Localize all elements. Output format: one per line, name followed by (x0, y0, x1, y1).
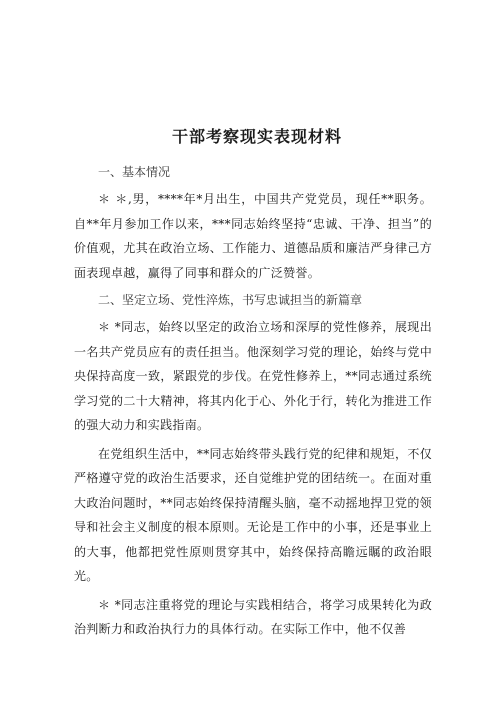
paragraph-basic-info: ＊ ＊,男，****年*月出生，中国共产党党员，现任**职务。自**年月参加工作以来，***同志始终坚持“忠诚、干净、担当”的价值观，尤其在政治立场、工作能力、道德品质和廉洁严身律己方面表现卓越，赢得了同事和群众的广泛赞誉。 (74, 192, 432, 280)
paragraph-political-stance-1: ＊ *同志，始终以坚定的政治立场和深厚的党性修养，展现出一名共产党员应有的责任担当。他深刻学习党的理论，始终与党中央保持高度一致，紧跟党的步伐。在党性修养上，**同志通过系统学习党的二十大精神，将其内化于心、外化于行，转化为推进工作的强大动力和实践指南。 (74, 320, 432, 432)
paragraph-political-stance-2: 在党组织生活中，**同志始终带头践行党的纪律和规矩，不仅严格遵守党的政治生活要求，还自觉维护党的团结统一。在面对重大政治问题时，**同志始终保持清醒头脑，毫不动摇地捍卫党的领导和社会主义制度的根本原则。无论是工作中的小事，还是事业上的大事，他都把党性原则贯穿其中，始终保持高瞻远瞩的政治眼光。 (74, 446, 432, 583)
document-title: 干部考察现实表现材料 (171, 127, 342, 146)
section-heading-political-stance: 二、坚定立场、党性淬炼，书写忠诚担当的新篇章 (98, 293, 363, 307)
paragraph-political-stance-3: ＊ *同志注重将党的理论与实践相结合，将学习成果转化为政治判断力和政治执行力的具体行动。在实际工作中，他不仅善 (74, 597, 432, 636)
section-heading-basic-info: 一、基本情况 (98, 165, 171, 179)
